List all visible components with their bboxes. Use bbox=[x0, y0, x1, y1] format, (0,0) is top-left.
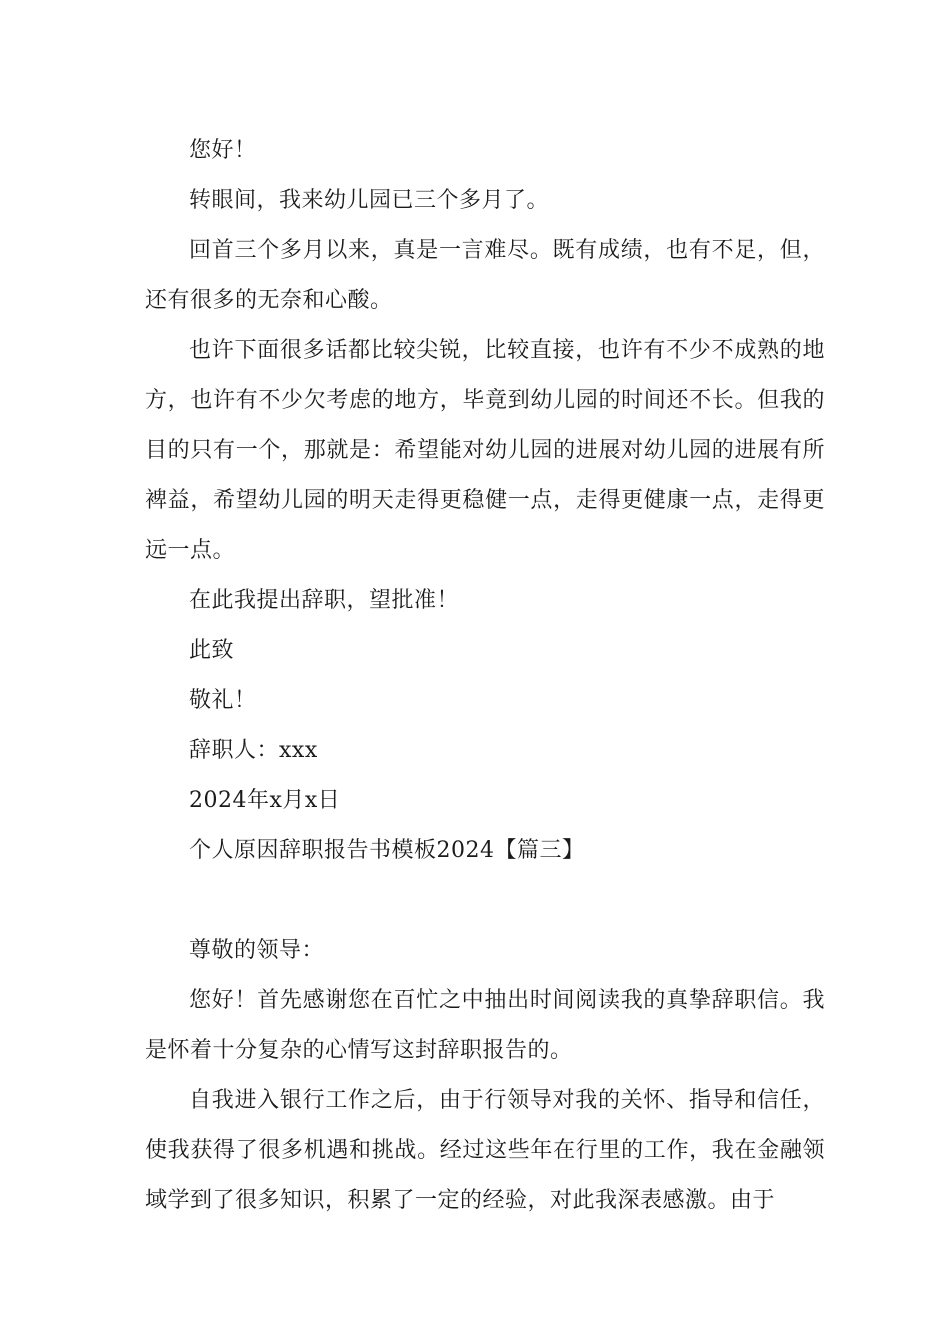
salutation: 尊敬的领导： bbox=[189, 938, 325, 963]
section-heading: 个人原因辞职报告书模板2024【篇三】 bbox=[189, 838, 585, 863]
body-paragraph: 也许下面很多话都比较尖锐，比较直接，也许有不少不成熟的地方，也许有不少欠考虑的地方，毕竟到幼儿园的时间还不长。但我的目的只有一个，那就是：希望能对幼儿园的进展对幼儿园的进展有所裨益，希望幼儿园的明天走得更稳健一点，走得更健康一点，走得更远一点。 bbox=[145, 338, 825, 563]
closing-salutation: 敬礼！ bbox=[189, 688, 257, 713]
blank-line bbox=[145, 876, 825, 926]
date-line: 2024年x月x日 bbox=[189, 788, 341, 813]
body-paragraph: 自我进入银行工作之后，由于行领导对我的关怀、指导和信任，使我获得了很多机遇和挑战。经过这些年在行里的工作，我在金融领域学到了很多知识，积累了一定的经验，对此我深表感激。由于 bbox=[145, 1088, 825, 1213]
closing-line: 此致 bbox=[189, 638, 235, 663]
body-paragraph: 回首三个多月以来，真是一言难尽。既有成绩，也有不足，但，还有很多的无奈和心酸。 bbox=[145, 238, 825, 313]
signature-line: 辞职人：xxx bbox=[189, 738, 318, 763]
greeting: 您好！ bbox=[189, 138, 257, 163]
body-paragraph: 转眼间，我来幼儿园已三个多月了。 bbox=[189, 188, 550, 213]
body-paragraph: 您好！首先感谢您在百忙之中抽出时间阅读我的真挚辞职信。我是怀着十分复杂的心情写这封辞职报告的。 bbox=[145, 988, 825, 1063]
document-page bbox=[145, 126, 825, 1226]
body-paragraph: 在此我提出辞职，望批准！ bbox=[189, 588, 460, 613]
